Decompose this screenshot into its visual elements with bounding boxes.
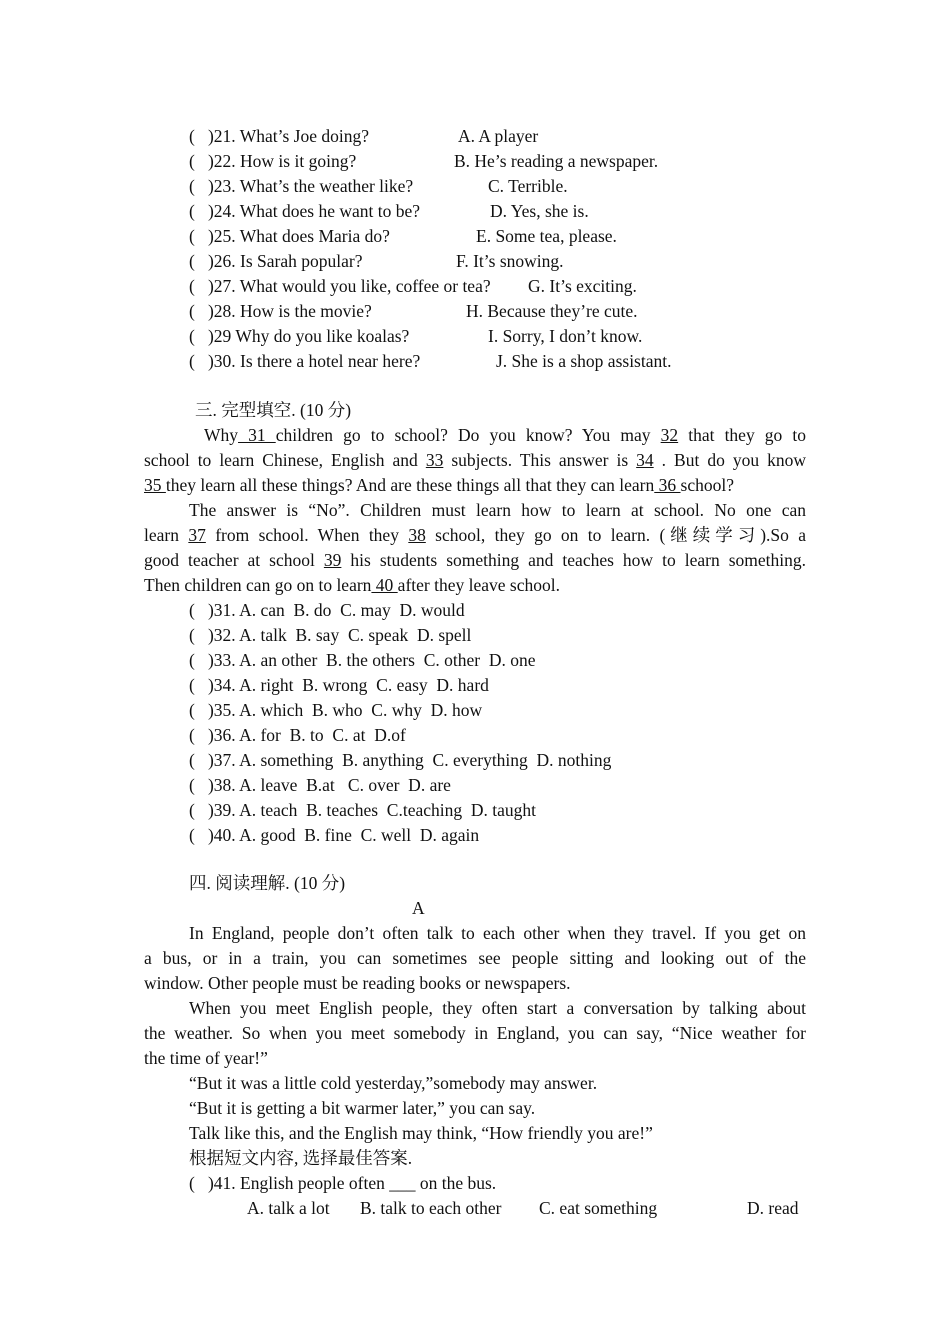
passage-label: A <box>412 898 425 918</box>
matching-answer: F. It’s snowing. <box>456 251 564 271</box>
matching-answer: E. Some tea, please. <box>476 226 617 246</box>
cloze-option-row: ( )32. A. talk B. say C. speak D. spell <box>189 625 472 645</box>
cloze-option-row: ( )34. A. right B. wrong C. easy D. hard <box>189 675 489 695</box>
matching-question: ( )30. Is there a hotel near here? <box>189 351 421 371</box>
matching-question: ( )26. Is Sarah popular? <box>189 251 363 271</box>
matching-answer: J. She is a shop assistant. <box>496 351 672 371</box>
cloze-option-row: ( )38. A. leave B.at C. over D. are <box>189 775 451 795</box>
passage-line: The answer is “No”. Children must learn how to learn at school. No one can <box>189 500 806 520</box>
cloze-option-row: ( )31. A. can B. do C. may D. would <box>189 600 465 620</box>
passage-line: Why 31 children go to school? Do you know? You may 32 that they go to <box>204 425 806 445</box>
passage-line: “But it is getting a bit warmer later,” you can say. <box>189 1098 536 1118</box>
passage-line: window. Other people must be reading books or newspapers. <box>144 973 571 993</box>
matching-answer: B. He’s reading a newspaper. <box>454 151 659 171</box>
passage-line: In England, people don’t often talk to each other when they travel. If you get on <box>189 923 806 943</box>
matching-answer: I. Sorry, I don’t know. <box>488 326 643 346</box>
section-heading: 四. 阅读理解. (10 分) <box>189 873 346 893</box>
q41-option-b: B. talk to each other <box>360 1198 502 1218</box>
matching-answer: D. Yes, she is. <box>490 201 589 221</box>
matching-question: ( )22. How is it going? <box>189 151 357 171</box>
passage-line: school to learn Chinese, English and 33 subjects. This answer is 34 . But do you know <box>144 450 806 470</box>
matching-question: ( )21. What’s Joe doing? <box>189 126 369 146</box>
matching-answer: C. Terrible. <box>488 176 568 196</box>
passage-line: “But it was a little cold yesterday,”somebody may answer. <box>189 1073 598 1093</box>
matching-question: ( )24. What does he want to be? <box>189 201 420 221</box>
passage-line: 35 they learn all these things? And are these things all that they can learn 36 school? <box>144 475 734 495</box>
q41-option-c: C. eat something <box>539 1198 658 1218</box>
cloze-option-row: ( )33. A. an other B. the others C. other D. one <box>189 650 536 670</box>
passage-line: good teacher at school 39 his students something and teaches how to learn something. <box>144 550 806 570</box>
cloze-option-row: ( )36. A. for B. to C. at D.of <box>189 725 406 745</box>
passage-line: learn 37 from school. When they 38 school, they go on to learn. (继续学习).So a <box>144 525 807 545</box>
instruction: 根据短文内容, 选择最佳答案. <box>189 1148 413 1168</box>
cloze-option-row: ( )39. A. teach B. teaches C.teaching D. taught <box>189 800 536 820</box>
matching-answer: H. Because they’re cute. <box>466 301 638 321</box>
matching-question: ( )28. How is the movie? <box>189 301 372 321</box>
q41-option-a: A. talk a lot <box>247 1198 330 1218</box>
section-heading: 三. 完型填空. (10 分) <box>195 400 352 420</box>
question-41: ( )41. English people often ___ on the bus. <box>189 1173 497 1193</box>
passage-line: Then children can go on to learn 40 after they leave school. <box>144 575 560 595</box>
q41-option-d: D. read <box>747 1198 799 1218</box>
matching-question: ( )29 Why do you like koalas? <box>189 326 410 346</box>
passage-line: When you meet English people, they often start a conversation by talking about <box>189 998 806 1018</box>
cloze-option-row: ( )40. A. good B. fine C. well D. again <box>189 825 480 845</box>
passage-line: a bus, or in a train, you can sometimes see people sitting and looking out of the <box>144 948 806 968</box>
passage-line: Talk like this, and the English may think, “How friendly you are!” <box>189 1123 653 1143</box>
matching-answer: G. It’s exciting. <box>528 276 637 296</box>
cloze-option-row: ( )37. A. something B. anything C. everything D. nothing <box>189 750 612 770</box>
matching-answer: A. A player <box>458 126 539 146</box>
passage-line: the weather. So when you meet somebody in England, you can say, “Nice weather for <box>144 1023 806 1043</box>
matching-question: ( )25. What does Maria do? <box>189 226 390 246</box>
matching-question: ( )23. What’s the weather like? <box>189 176 414 196</box>
cloze-option-row: ( )35. A. which B. who C. why D. how <box>189 700 483 720</box>
passage-line: the time of year!” <box>144 1048 268 1068</box>
matching-question: ( )27. What would you like, coffee or tea? <box>189 276 491 296</box>
